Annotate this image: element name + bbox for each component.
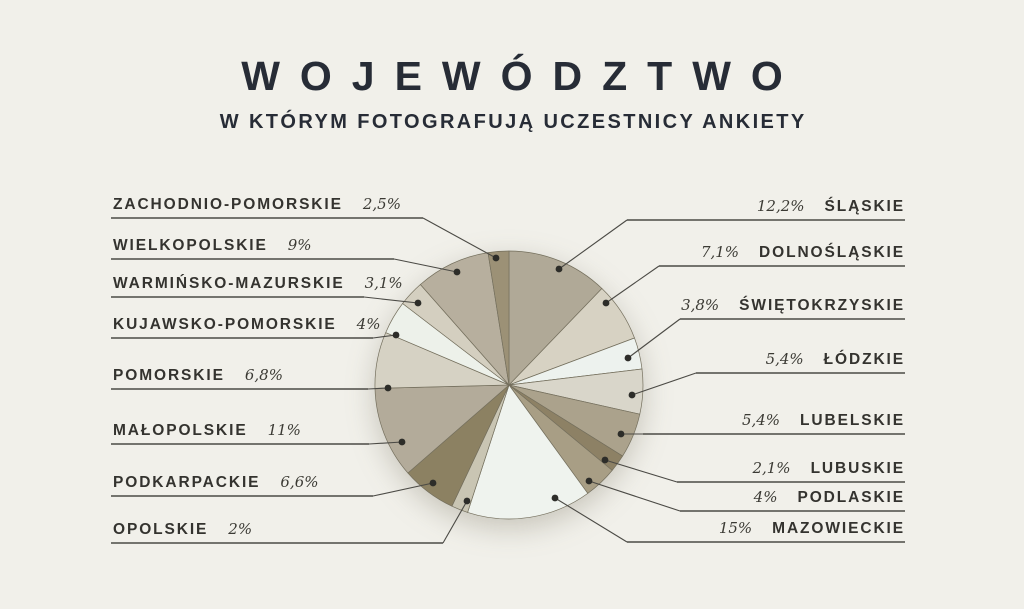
leader-dot-lubelskie	[618, 431, 625, 438]
slice-label-lubelskie: LUBELSKIE	[800, 412, 905, 429]
slice-percent-podlaskie: 4%	[753, 488, 778, 506]
leader-line-zachodnio-pomorskie	[423, 218, 496, 258]
slice-percent-slaskie: 12,2%	[756, 197, 805, 215]
leader-dot-swietokrzyskie	[625, 355, 632, 362]
leader-dot-mazowieckie	[552, 495, 559, 502]
slice-label-podlaskie: PODLASKIE	[797, 489, 905, 506]
leader-dot-opolskie	[464, 498, 471, 505]
slice-label-mazowieckie: MAZOWIECKIE	[772, 520, 905, 537]
leader-dot-malopolskie	[399, 439, 406, 446]
leader-dot-dolnoslaskie	[603, 300, 610, 307]
leader-line-podlaskie	[589, 481, 680, 511]
slice-label-swietokrzyskie: ŚWIĘTOKRZYSKIE	[739, 297, 905, 314]
slice-label-malopolskie: MAŁOPOLSKIE	[113, 422, 248, 439]
slice-label-pomorskie: POMORSKIE	[113, 367, 225, 384]
leader-dot-slaskie	[556, 266, 563, 273]
slice-percent-pomorskie: 6,8%	[244, 366, 283, 384]
slice-label-podkarpackie: PODKARPACKIE	[113, 474, 261, 491]
slice-label-kujawsko-pomorskie: KUJAWSKO-POMORSKIE	[113, 316, 337, 333]
leader-dot-wielkopolskie	[454, 269, 461, 276]
slice-label-dolnoslaskie: DOLNOŚLĄSKIE	[759, 244, 905, 261]
leader-line-swietokrzyskie	[628, 319, 680, 358]
leader-line-podkarpackie	[373, 483, 433, 496]
slice-label-lodzkie: ŁÓDZKIE	[823, 351, 905, 368]
leader-dot-podkarpackie	[430, 480, 437, 487]
slice-percent-lodzkie: 5,4%	[765, 350, 804, 368]
slice-percent-podkarpackie: 6,6%	[280, 473, 319, 491]
slice-percent-opolskie: 2%	[228, 520, 253, 538]
pie-slices	[375, 251, 643, 519]
leader-line-lubuskie	[605, 460, 677, 482]
page-subtitle: W KTÓRYM FOTOGRAFUJĄ UCZESTNICY ANKIETY	[219, 111, 807, 133]
leader-line-dolnoslaskie	[606, 266, 659, 303]
leader-dot-zachodnio-pomorskie	[493, 255, 500, 262]
slice-percent-warminsko-mazurskie: 3,1%	[364, 274, 403, 292]
slice-percent-dolnoslaskie: 7,1%	[700, 243, 740, 261]
leader-dot-pomorskie	[385, 385, 392, 392]
leader-dot-podlaskie	[586, 478, 593, 485]
leader-dot-lodzkie	[629, 392, 636, 399]
slice-percent-lubelskie: 5,4%	[741, 411, 781, 429]
slice-label-slaskie: ŚLĄSKIE	[824, 198, 905, 215]
leader-dot-lubuskie	[602, 457, 609, 464]
slice-percent-mazowieckie: 15%	[718, 519, 753, 537]
slice-label-zachodnio-pomorskie: ZACHODNIO-POMORSKIE	[113, 196, 343, 213]
slice-percent-swietokrzyskie: 3,8%	[681, 296, 720, 314]
leader-line-mazowieckie	[555, 498, 627, 542]
slice-percent-zachodnio-pomorskie: 2,5%	[362, 195, 401, 213]
slice-percent-lubuskie: 2,1%	[752, 459, 791, 477]
slice-percent-malopolskie: 11%	[267, 421, 301, 439]
leader-dot-warminsko-mazurskie	[415, 300, 422, 307]
slice-label-wielkopolskie: WIELKOPOLSKIE	[113, 237, 268, 254]
slice-label-lubuskie: LUBUSKIE	[810, 460, 905, 477]
slice-label-warminsko-mazurskie: WARMIŃSKO-MAZURSKIE	[113, 275, 345, 292]
leader-line-slaskie	[559, 220, 627, 269]
slice-percent-wielkopolskie: 9%	[287, 236, 312, 254]
slice-percent-kujawsko-pomorskie: 4%	[356, 315, 381, 333]
slice-label-opolskie: OPOLSKIE	[113, 521, 209, 538]
leader-dot-kujawsko-pomorskie	[393, 332, 400, 339]
page-title: WOJEWÓDZTWO	[241, 53, 803, 99]
